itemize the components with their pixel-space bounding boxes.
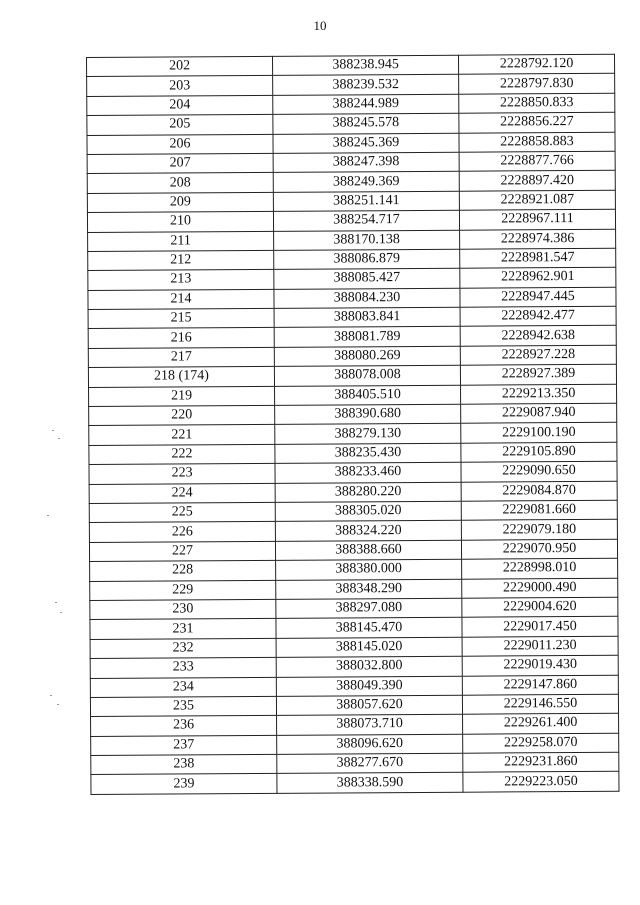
x-coordinate-cell: 388277.670 — [277, 753, 463, 774]
point-number-cell: 210 — [87, 211, 273, 232]
point-number-cell: 218 (174) — [88, 367, 274, 388]
x-coordinate-cell: 388305.020 — [275, 501, 461, 522]
x-coordinate-cell: 388245.369 — [273, 133, 459, 154]
coordinates-table — [86, 54, 619, 795]
point-number-cell: 225 — [89, 502, 275, 523]
x-coordinate-cell: 388086.879 — [274, 249, 460, 270]
x-coordinate-cell: 388085.427 — [274, 269, 460, 290]
point-number-cell: 216 — [88, 328, 274, 349]
y-coordinate-cell: 2229147.860 — [462, 675, 618, 695]
point-number-cell: 205 — [87, 115, 273, 136]
point-number-cell: 213 — [88, 270, 274, 291]
y-coordinate-cell: 2229017.450 — [462, 617, 618, 637]
y-coordinate-cell: 2229231.860 — [463, 752, 619, 772]
y-coordinate-cell: 2229011.230 — [462, 636, 618, 656]
y-coordinate-cell: 2228942.477 — [460, 306, 616, 326]
x-coordinate-cell: 388032.800 — [276, 656, 462, 677]
x-coordinate-cell: 388338.590 — [277, 773, 463, 794]
x-coordinate-cell: 388348.290 — [276, 579, 462, 600]
x-coordinate-cell: 388096.620 — [277, 734, 463, 755]
x-coordinate-cell: 388081.789 — [274, 327, 460, 348]
x-coordinate-cell: 388233.460 — [275, 462, 461, 483]
y-coordinate-cell: 2228877.766 — [459, 151, 615, 171]
x-coordinate-cell: 388249.369 — [273, 172, 459, 193]
point-number-cell: 217 — [88, 347, 274, 368]
point-number-cell: 207 — [87, 153, 273, 174]
y-coordinate-cell: 2228850.833 — [459, 93, 615, 113]
point-number-cell: 202 — [87, 56, 273, 77]
point-number-cell: 224 — [89, 483, 275, 504]
y-coordinate-cell: 2229084.870 — [461, 481, 617, 501]
y-coordinate-cell: 2229070.950 — [461, 539, 617, 559]
x-coordinate-cell: 388251.141 — [273, 191, 459, 212]
y-coordinate-cell: 2229223.050 — [463, 772, 619, 792]
point-number-cell: 206 — [87, 134, 273, 155]
y-coordinate-cell: 2228927.228 — [460, 345, 616, 365]
x-coordinate-cell: 388080.269 — [274, 346, 460, 367]
y-coordinate-cell: 2228942.638 — [460, 326, 616, 346]
x-coordinate-cell: 388280.220 — [275, 482, 461, 503]
point-number-cell: 228 — [90, 561, 276, 582]
x-coordinate-cell: 388380.000 — [276, 559, 462, 580]
point-number-cell: 230 — [90, 599, 276, 620]
y-coordinate-cell: 2229000.490 — [462, 578, 618, 598]
point-number-cell: 208 — [87, 173, 273, 194]
x-coordinate-cell: 388297.080 — [276, 598, 462, 619]
point-number-cell: 220 — [89, 405, 275, 426]
page-number: 10 — [313, 18, 327, 33]
point-number-cell: 238 — [91, 754, 277, 775]
x-coordinate-cell: 388049.390 — [276, 676, 462, 697]
y-coordinate-cell: 2228858.883 — [459, 132, 615, 152]
y-coordinate-cell: 2228856.227 — [459, 112, 615, 132]
point-number-cell: 212 — [88, 250, 274, 271]
x-coordinate-cell: 388324.220 — [275, 521, 461, 542]
point-number-cell: 223 — [89, 464, 275, 485]
point-number-cell: 226 — [89, 522, 275, 543]
table-row — [91, 772, 619, 795]
coordinates-table-body — [87, 54, 619, 794]
y-coordinate-cell: 2229090.650 — [461, 461, 617, 481]
point-number-cell: 239 — [91, 774, 277, 795]
y-coordinate-cell: 2228981.547 — [460, 248, 616, 268]
y-coordinate-cell: 2228947.445 — [460, 287, 616, 307]
point-number-cell: 211 — [88, 231, 274, 252]
y-coordinate-cell: 2229100.190 — [461, 423, 617, 443]
x-coordinate-cell: 388083.841 — [274, 307, 460, 328]
y-coordinate-cell: 2229213.350 — [461, 384, 617, 404]
point-number-cell: 233 — [90, 657, 276, 678]
x-coordinate-cell: 388279.130 — [275, 424, 461, 445]
x-coordinate-cell: 388145.470 — [276, 618, 462, 639]
y-coordinate-cell: 2229079.180 — [461, 520, 617, 540]
x-coordinate-cell: 388078.008 — [274, 365, 460, 386]
x-coordinate-cell: 388238.945 — [272, 55, 458, 76]
y-coordinate-cell: 2228792.120 — [458, 54, 614, 74]
x-coordinate-cell: 388244.989 — [273, 94, 459, 115]
y-coordinate-cell: 2228797.830 — [459, 74, 615, 94]
x-coordinate-cell: 388073.710 — [277, 714, 463, 735]
point-number-cell: 221 — [89, 425, 275, 446]
y-coordinate-cell: 2228921.087 — [459, 190, 615, 210]
y-coordinate-cell: 2229105.890 — [461, 442, 617, 462]
y-coordinate-cell: 2229146.550 — [462, 694, 618, 714]
x-coordinate-cell: 388084.230 — [274, 288, 460, 309]
point-number-cell: 214 — [88, 289, 274, 310]
point-number-cell: 232 — [90, 638, 276, 659]
y-coordinate-cell: 2229019.430 — [462, 655, 618, 675]
point-number-cell: 227 — [89, 541, 275, 562]
y-coordinate-cell: 2228897.420 — [459, 171, 615, 191]
x-coordinate-cell: 388247.398 — [273, 152, 459, 173]
x-coordinate-cell: 388390.680 — [275, 404, 461, 425]
x-coordinate-cell: 388388.660 — [275, 540, 461, 561]
x-coordinate-cell: 388405.510 — [275, 385, 461, 406]
x-coordinate-cell: 388170.138 — [274, 230, 460, 251]
point-number-cell: 222 — [89, 444, 275, 465]
point-number-cell: 236 — [91, 716, 277, 737]
x-coordinate-cell: 388239.532 — [273, 75, 459, 96]
point-number-cell: 231 — [90, 619, 276, 640]
point-number-cell: 204 — [87, 95, 273, 116]
y-coordinate-cell: 2228967.111 — [459, 209, 615, 229]
y-coordinate-cell: 2229261.400 — [463, 714, 619, 734]
x-coordinate-cell: 388057.620 — [276, 695, 462, 716]
x-coordinate-cell: 388235.430 — [275, 443, 461, 464]
y-coordinate-cell: 2229081.660 — [461, 500, 617, 520]
x-coordinate-cell: 388254.717 — [273, 210, 459, 231]
y-coordinate-cell: 2228962.901 — [460, 268, 616, 288]
point-number-cell: 229 — [90, 580, 276, 601]
point-number-cell: 215 — [88, 308, 274, 329]
y-coordinate-cell: 2228974.386 — [460, 229, 616, 249]
y-coordinate-cell: 2228927.389 — [460, 365, 616, 385]
y-coordinate-cell: 2228998.010 — [462, 558, 618, 578]
point-number-cell: 234 — [90, 677, 276, 698]
point-number-cell: 203 — [87, 76, 273, 97]
x-coordinate-cell: 388145.020 — [276, 637, 462, 658]
x-coordinate-cell: 388245.578 — [273, 113, 459, 134]
point-number-cell: 219 — [89, 386, 275, 407]
y-coordinate-cell: 2229087.940 — [461, 403, 617, 423]
point-number-cell: 209 — [87, 192, 273, 213]
y-coordinate-cell: 2229258.070 — [463, 733, 619, 753]
point-number-cell: 235 — [90, 696, 276, 717]
point-number-cell: 237 — [91, 735, 277, 756]
y-coordinate-cell: 2229004.620 — [462, 597, 618, 617]
